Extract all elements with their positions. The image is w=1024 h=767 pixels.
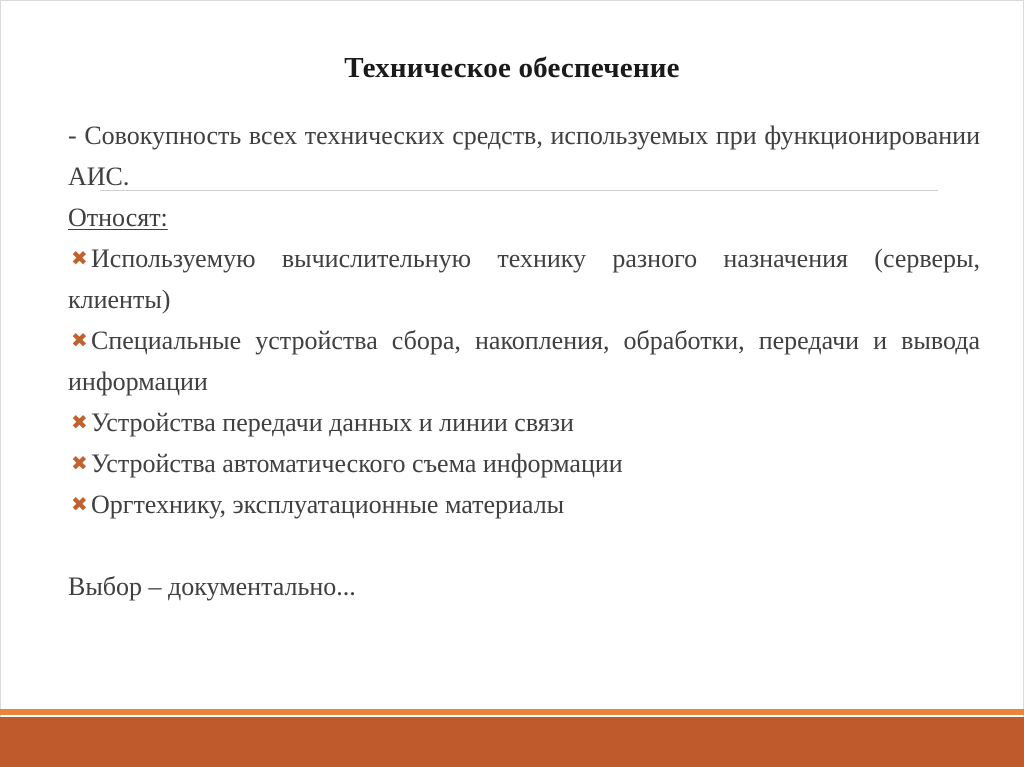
list-item-text: Специальные устройства сбора, накопления, обработки, передачи и вывода информации [68, 326, 980, 396]
x-mark-icon: ✖ [71, 451, 88, 475]
x-mark-icon: ✖ [71, 410, 88, 434]
list-item-text: Устройства передачи данных и линии связи [91, 408, 574, 437]
slide-title: Техническое обеспечение [344, 52, 680, 84]
list-item [68, 402, 980, 443]
list-item-text: Используемую вычислительную технику разного назначения (серверы, клиенты) [68, 244, 980, 314]
list-item [68, 320, 980, 402]
list-heading-label: Относят: [68, 203, 168, 232]
intro-text: - Совокупность всех технических средств, используемых при функционировании АИС. [68, 121, 980, 191]
footer-band-dark [0, 717, 1024, 767]
conclusion-text: Выбор – документально... [68, 572, 356, 601]
x-mark-icon: ✖ [71, 492, 88, 516]
x-mark-icon: ✖ [71, 246, 88, 270]
slide-body [68, 115, 980, 607]
list-heading [68, 197, 980, 238]
list-item [68, 484, 980, 525]
list-item [68, 238, 980, 320]
footer-band-light [0, 709, 1024, 715]
x-mark-icon: ✖ [71, 328, 88, 352]
list-item-text: Оргтехнику, эксплуатационные материалы [91, 490, 565, 519]
list-item-text: Устройства автоматического съема информации [91, 449, 623, 478]
list-item [68, 443, 980, 484]
